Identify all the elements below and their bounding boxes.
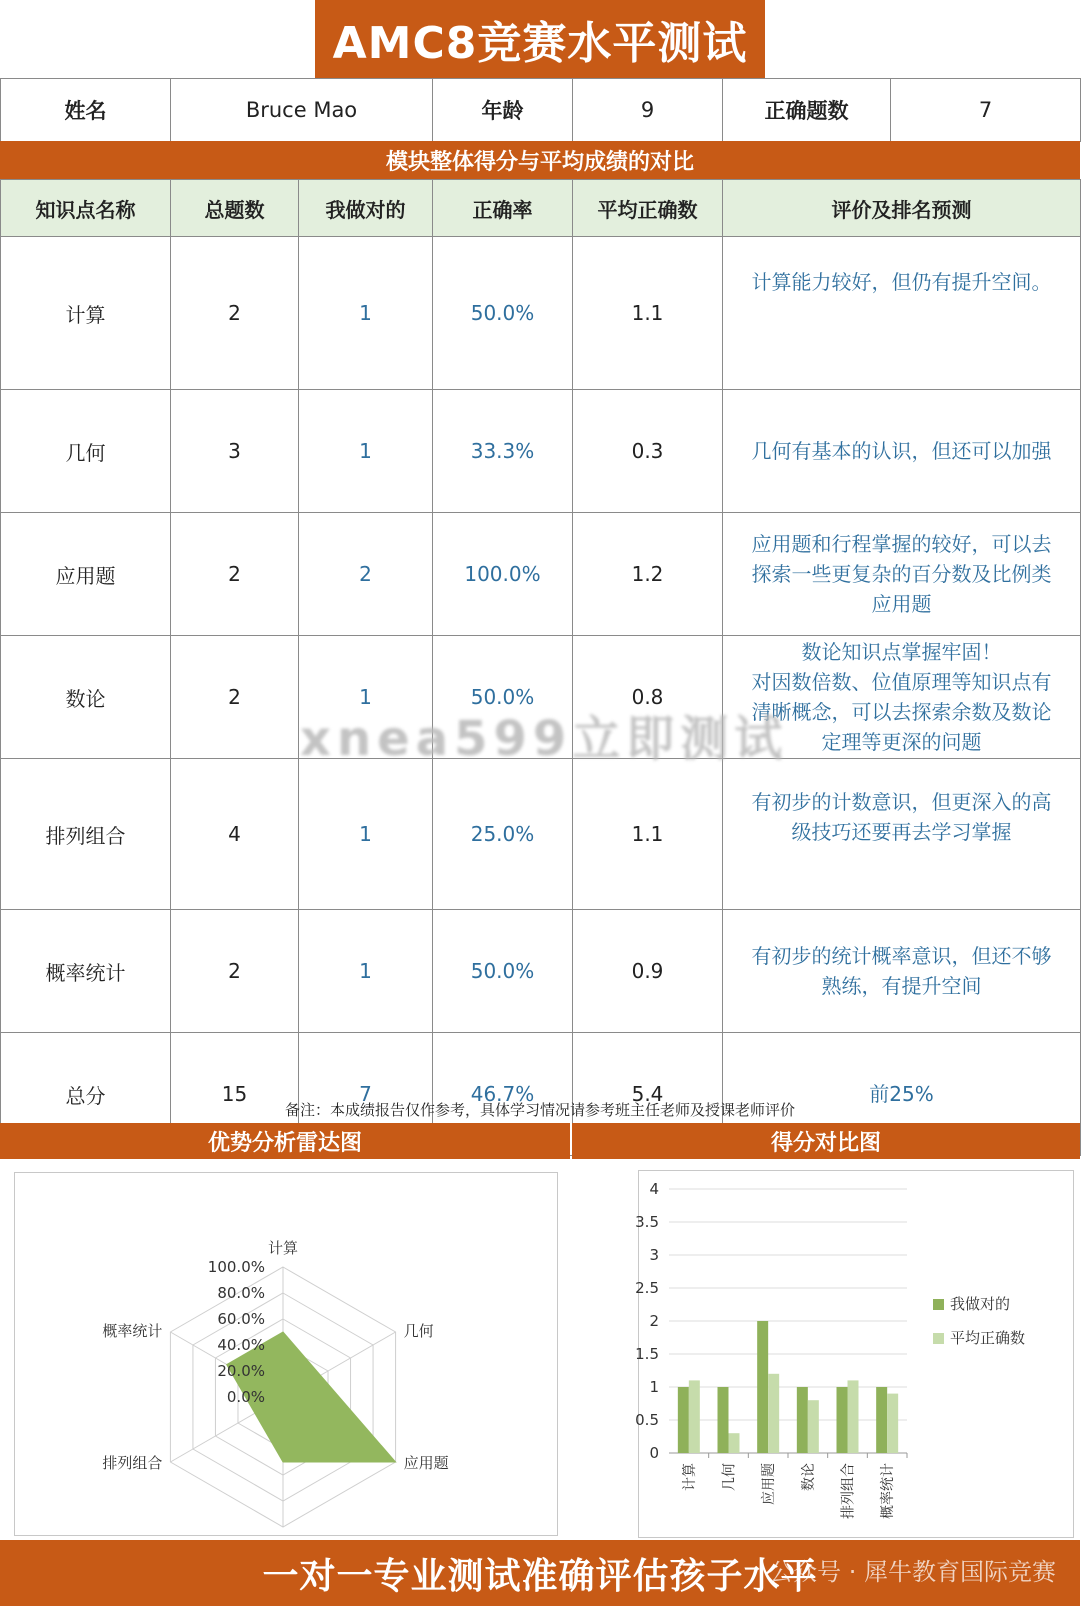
bar-y-tick-label: 3.5 bbox=[635, 1213, 659, 1231]
bar-y-tick-label: 0.5 bbox=[635, 1411, 659, 1429]
total-count: 15 bbox=[171, 1033, 299, 1156]
footer-credit: 公众号 · 犀牛教育国际竞赛 bbox=[769, 1558, 1056, 1586]
average-correct: 0.8 bbox=[573, 636, 723, 759]
legend-label: 平均正确数 bbox=[950, 1329, 1026, 1347]
evaluation-line: 应用题 bbox=[871, 592, 932, 616]
bar-mark bbox=[729, 1433, 740, 1453]
watermark-text: xnea599立即测试 bbox=[300, 711, 789, 767]
column-header: 知识点名称 bbox=[1, 180, 171, 237]
bar-mark bbox=[876, 1387, 887, 1453]
evaluation-line: 计算能力较好，但仍有提升空间。 bbox=[751, 270, 1052, 294]
evaluation bbox=[723, 759, 1081, 910]
radar-axis-label: 几何 bbox=[403, 1322, 434, 1340]
radar-chart-frame bbox=[14, 1172, 558, 1536]
section-title: 模块整体得分与平均成绩的对比 bbox=[0, 141, 1080, 179]
legend-swatch bbox=[933, 1333, 944, 1344]
table-row bbox=[1, 910, 1081, 1033]
total-count: 2 bbox=[171, 513, 299, 636]
table-row bbox=[1, 513, 1081, 636]
correct-count-cell: 1 bbox=[299, 237, 433, 390]
total-count: 2 bbox=[171, 237, 299, 390]
evaluation-line: 熟练，有提升空间 bbox=[821, 974, 982, 998]
evaluation-line: 对因数倍数、位值原理等知识点有 bbox=[751, 670, 1052, 694]
bar-mark bbox=[718, 1387, 729, 1453]
average-correct: 1.1 bbox=[573, 759, 723, 910]
accuracy-rate: 50.0% bbox=[433, 636, 573, 759]
evaluation-line: 应用题和行程掌握的较好，可以去 bbox=[751, 532, 1052, 556]
average-correct: 1.1 bbox=[573, 237, 723, 390]
radar-tick-label: 80.0% bbox=[217, 1284, 265, 1302]
bar-mark bbox=[848, 1380, 859, 1453]
evaluation-line: 清晰概念，可以去探索余数及数论 bbox=[751, 700, 1052, 724]
bar-x-tick-label: 计算 bbox=[681, 1463, 698, 1491]
bar-y-tick-label: 2 bbox=[649, 1312, 659, 1330]
topic-name: 几何 bbox=[1, 390, 171, 513]
accuracy-rate: 50.0% bbox=[433, 910, 573, 1033]
report-note: 备注：本成绩报告仅作参考，具体学习情况请参考班主任老师及授课老师评价 bbox=[284, 1101, 795, 1119]
student-age: 9 bbox=[573, 79, 723, 142]
accuracy-rate: 100.0% bbox=[433, 513, 573, 636]
radar-tick-label: 40.0% bbox=[217, 1336, 265, 1354]
evaluation-line: 前25% bbox=[869, 1082, 934, 1106]
student-info-row bbox=[1, 79, 1081, 142]
page-title: AMC8竞赛水平测试 bbox=[315, 0, 765, 78]
bar-y-tick-label: 2.5 bbox=[635, 1279, 659, 1297]
topic-name: 数论 bbox=[1, 636, 171, 759]
evaluation-line: 数论知识点掌握牢固！ bbox=[801, 640, 1002, 664]
correct-count-label: 正确题数 bbox=[723, 79, 891, 142]
column-header: 评价及排名预测 bbox=[723, 180, 1081, 237]
radar-axis-label: 应用题 bbox=[403, 1454, 449, 1472]
correct-count-cell: 1 bbox=[299, 390, 433, 513]
total-count: 3 bbox=[171, 390, 299, 513]
footer-slogan: 一对一专业测试准确评估孩子水平 bbox=[262, 1555, 818, 1597]
correct-count-cell: 7 bbox=[299, 1033, 433, 1156]
top-banner bbox=[0, 0, 1080, 78]
radar-chart bbox=[15, 1173, 557, 1535]
radar-tick-label: 100.0% bbox=[207, 1258, 265, 1276]
radar-tick-label: 20.0% bbox=[217, 1362, 265, 1380]
legend-label: 我做对的 bbox=[950, 1295, 1011, 1313]
table-row bbox=[1, 237, 1081, 390]
score-table bbox=[0, 179, 1081, 1156]
topic-name: 概率统计 bbox=[1, 910, 171, 1033]
bar-x-tick-label: 概率统计 bbox=[880, 1463, 897, 1519]
radar-axis-label: 排列组合 bbox=[102, 1454, 163, 1472]
bar-mark bbox=[887, 1394, 898, 1453]
evaluation-line: 有初步的统计概率意识，但还不够 bbox=[751, 944, 1052, 968]
bar-x-tick-label: 数论 bbox=[800, 1463, 817, 1491]
average-correct: 0.3 bbox=[573, 390, 723, 513]
evaluation-line: 有初步的计数意识，但更深入的高 bbox=[751, 790, 1052, 814]
bar-y-tick-label: 0 bbox=[649, 1444, 659, 1462]
bar-y-tick-label: 3 bbox=[649, 1246, 659, 1264]
evaluation-line: 几何有基本的认识，但还可以加强 bbox=[751, 439, 1052, 463]
correct-count-cell: 1 bbox=[299, 636, 433, 759]
topic-name: 计算 bbox=[1, 237, 171, 390]
evaluation-line: 定理等更深的问题 bbox=[821, 730, 982, 754]
name-label: 姓名 bbox=[1, 79, 171, 142]
bar-y-tick-label: 1 bbox=[649, 1378, 659, 1396]
evaluation bbox=[723, 237, 1081, 390]
correct-count: 7 bbox=[891, 79, 1081, 142]
bar-y-tick-label: 1.5 bbox=[635, 1345, 659, 1363]
evaluation bbox=[723, 910, 1081, 1033]
bar-chart-frame bbox=[635, 1170, 1074, 1538]
average-correct: 0.9 bbox=[573, 910, 723, 1033]
age-label: 年龄 bbox=[433, 79, 573, 142]
radar-tick-label: 60.0% bbox=[217, 1310, 265, 1328]
radar-tick-label: 0.0% bbox=[226, 1388, 265, 1406]
bar-x-tick-label: 排列组合 bbox=[840, 1463, 857, 1519]
bar-mark bbox=[808, 1400, 819, 1453]
column-header: 我做对的 bbox=[299, 180, 433, 237]
bar-mark bbox=[689, 1380, 700, 1453]
bar-x-tick-label: 几何 bbox=[721, 1463, 738, 1491]
average-correct: 5.4 bbox=[573, 1033, 723, 1156]
evaluation bbox=[723, 513, 1081, 636]
student-name: Bruce Mao bbox=[171, 79, 433, 142]
radar-axis-label: 计算 bbox=[267, 1239, 299, 1257]
topic-name: 排列组合 bbox=[1, 759, 171, 910]
student-info-table bbox=[0, 78, 1081, 142]
topic-name: 总分 bbox=[1, 1033, 171, 1156]
bar-x-tick-label: 应用题 bbox=[761, 1463, 778, 1505]
column-header: 总题数 bbox=[171, 180, 299, 237]
bar-mark bbox=[797, 1387, 808, 1453]
bar-mark bbox=[678, 1387, 689, 1453]
evaluation-line: 探索一些更复杂的百分数及比例类 bbox=[751, 562, 1052, 586]
bar-mark bbox=[757, 1321, 768, 1453]
table-row bbox=[1, 390, 1081, 513]
accuracy-rate: 25.0% bbox=[433, 759, 573, 910]
accuracy-rate: 50.0% bbox=[433, 237, 573, 390]
bar-chart-title: 得分对比图 bbox=[572, 1123, 1080, 1159]
correct-count-cell: 1 bbox=[299, 910, 433, 1033]
bar-chart bbox=[635, 1171, 1073, 1537]
topic-name: 应用题 bbox=[1, 513, 171, 636]
bar-mark bbox=[768, 1374, 779, 1453]
bar-mark bbox=[837, 1387, 848, 1453]
table-header-row bbox=[1, 180, 1081, 237]
evaluation-line: 级技巧还要再去学习掌握 bbox=[791, 820, 1012, 844]
column-header: 正确率 bbox=[433, 180, 573, 237]
radar-axis-label: 概率统计 bbox=[102, 1322, 163, 1340]
accuracy-rate: 46.7% bbox=[433, 1033, 573, 1156]
legend-swatch bbox=[933, 1299, 944, 1310]
bar-y-tick-label: 4 bbox=[649, 1180, 659, 1198]
accuracy-rate: 33.3% bbox=[433, 390, 573, 513]
table-row bbox=[1, 759, 1081, 910]
total-count: 2 bbox=[171, 910, 299, 1033]
average-correct: 1.2 bbox=[573, 513, 723, 636]
column-header: 平均正确数 bbox=[573, 180, 723, 237]
correct-count-cell: 1 bbox=[299, 759, 433, 910]
evaluation bbox=[723, 390, 1081, 513]
total-count: 2 bbox=[171, 636, 299, 759]
correct-count-cell: 2 bbox=[299, 513, 433, 636]
radar-chart-title: 优势分析雷达图 bbox=[0, 1123, 570, 1159]
total-count: 4 bbox=[171, 759, 299, 910]
